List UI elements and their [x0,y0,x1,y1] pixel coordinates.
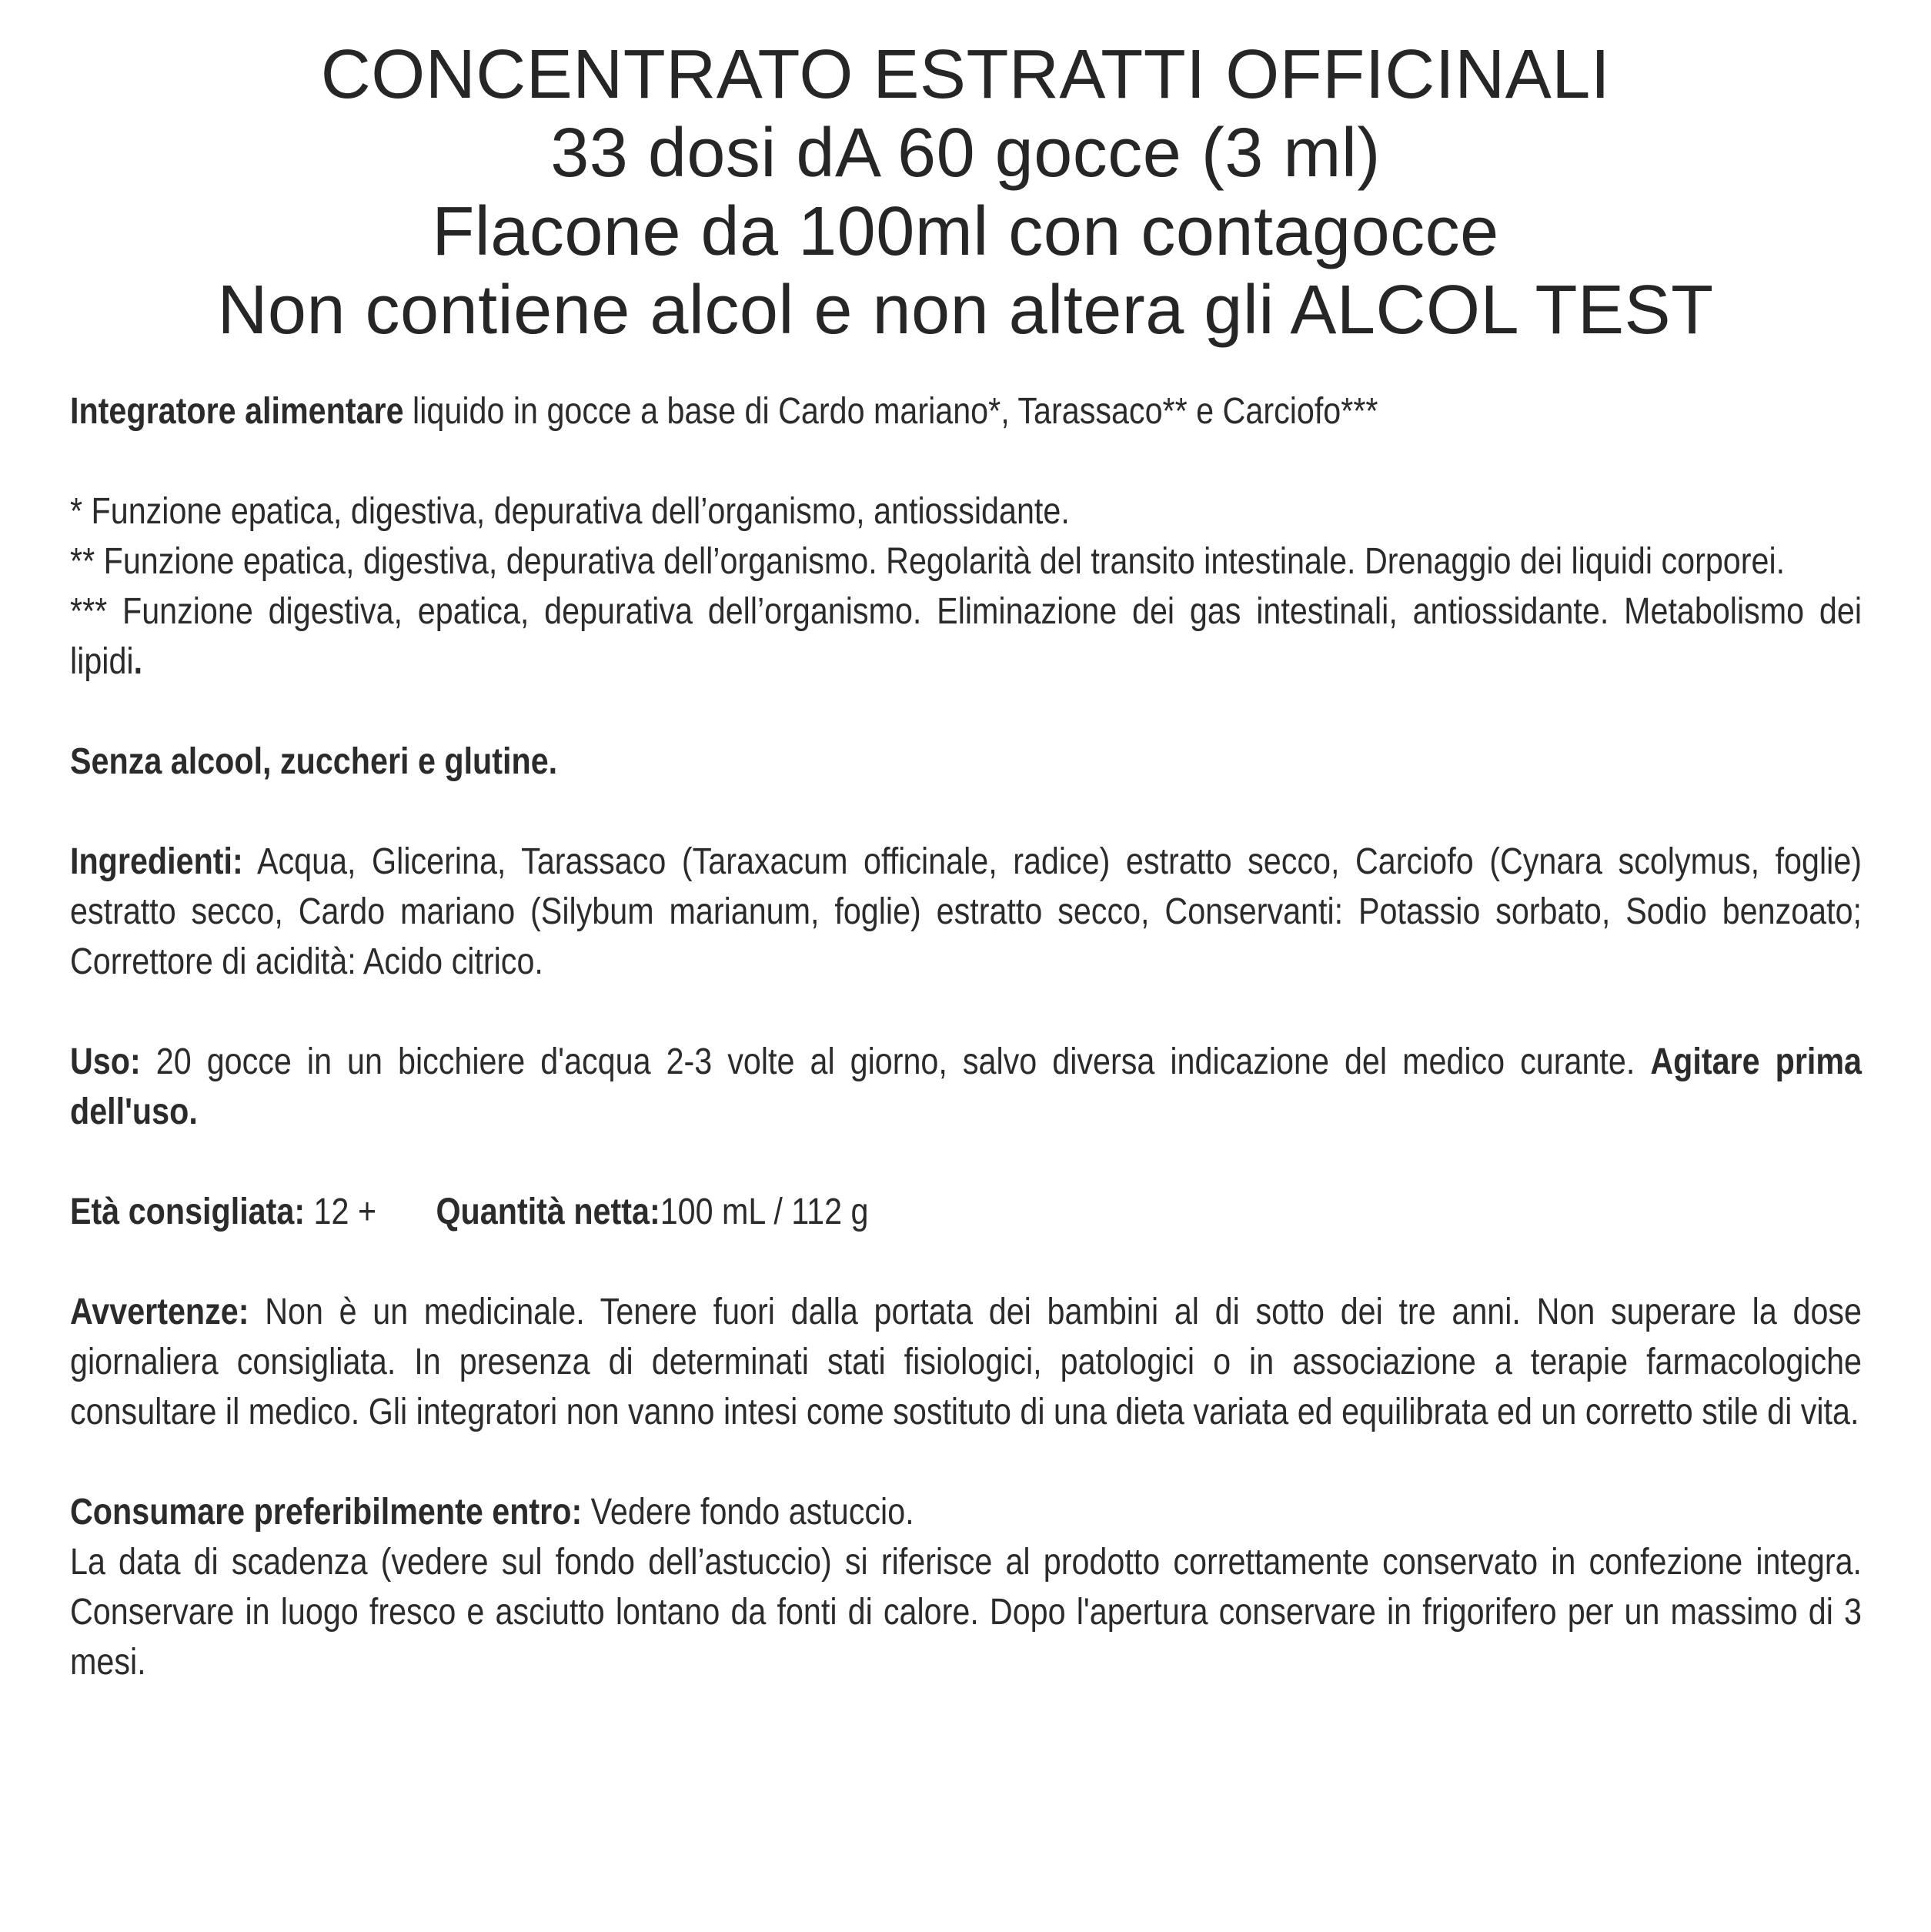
intro-label: Integratore alimentare [70,391,404,432]
function-tarassaco: ** Funzione epatica, digestiva, depurativa dell’organismo. Regolarità del transito intestinale. Drenaggio dei liquidi corporei. [70,541,1786,582]
storage-paragraph: La data di scadenza (vedere sul fondo dell’astuccio) si riferisce al prodotto correttamente conservato in confezione integra. Conservare in luogo fresco e asciutto lontano da fonti di calore. Dopo l'apertura conservare in frigorifero per un massimo di 3 mesi. [70,1542,1863,1683]
age-quantity-line [70,1187,1862,1237]
usage-paragraph [70,1037,1862,1137]
age-value: 12 + [305,1192,377,1232]
function-cardo: * Funzione epatica, digestiva, depurativa dell’organismo, antiossidante. [70,491,1070,532]
label-body-inner [70,386,1862,1687]
warnings-label: Avvertenze: [70,1292,249,1332]
quantity-label: Quantità netta: [436,1192,660,1232]
ingredients-text: Acqua, Glicerina, Tarassaco (Taraxacum officinale, radice) estratto secco, Carciofo (Cynara scolymus, foglie) estratto secco, Cardo mariano (Silybum marianum, foglie) estratto secco, Conservanti: Potassio sorbato, Sodio benzoato; Correttore di acidità: Acido citrico. [70,841,1863,982]
best-before-value: Vedere fondo astuccio. [582,1492,914,1533]
intro-text: liquido in gocce a base di Cardo mariano*, Tarassaco** e Carciofo*** [403,391,1378,432]
spacer [70,436,1862,486]
spacer [70,787,1862,837]
label-body [70,386,1862,1687]
spacer [70,987,1862,1037]
free-from-statement: Senza alcool, zuccheri e glutine. [70,741,558,782]
ingredients-paragraph [70,837,1862,987]
header-doses: 33 dosi dA 60 gocce (3 ml) [550,115,1381,192]
header-title: CONCENTRATO ESTRATTI OFFICINALI [320,36,1611,113]
header-block [0,35,1931,349]
header-bottle: Flacone da 100ml con contagocce [432,193,1499,270]
header-alcohol-note: Non contiene alcol e non altera gli ALCOL TEST [217,272,1714,349]
usage-label: Uso: [70,1041,141,1082]
spacer [70,687,1862,737]
quantity-value: 100 mL / 112 g [660,1192,869,1232]
usage-shake-note: Agitare prima dell'uso. [70,1041,1863,1132]
ingredients-label: Ingredienti: [70,841,243,882]
warnings-paragraph [70,1287,1862,1437]
spacer [70,1437,1862,1487]
best-before-line [70,1487,1862,1537]
warnings-text: Non è un medicinale. Tenere fuori dalla portata dei bambini al di sotto dei tre anni. Non superare la dose giornaliera consigliata. In presenza di determinati stati fisiologici, patologici o in associazione a terapie farmacologiche consultare il medico. Gli integratori non vanno intesi come sostituto di una dieta variata ed equilibrata ed un corretto stile di vita. [70,1292,1863,1432]
spacer [70,1237,1862,1287]
function-carciofo-end: . [133,641,143,682]
usage-text: 20 gocce in un bicchiere d'acqua 2-3 volte al giorno, salvo diversa indicazione del medico curante. [140,1041,1651,1082]
spacer [70,1137,1862,1187]
age-label: Età consigliata: [70,1192,306,1232]
function-carciofo [70,587,1862,687]
best-before-label: Consumare preferibilmente entro: [70,1492,583,1533]
function-carciofo-text: *** Funzione digestiva, epatica, depurativa dell’organismo. Eliminazione dei gas intestinali, antiossidante. Metabolismo dei lipidi [70,591,1863,682]
intro-paragraph [70,386,1862,436]
